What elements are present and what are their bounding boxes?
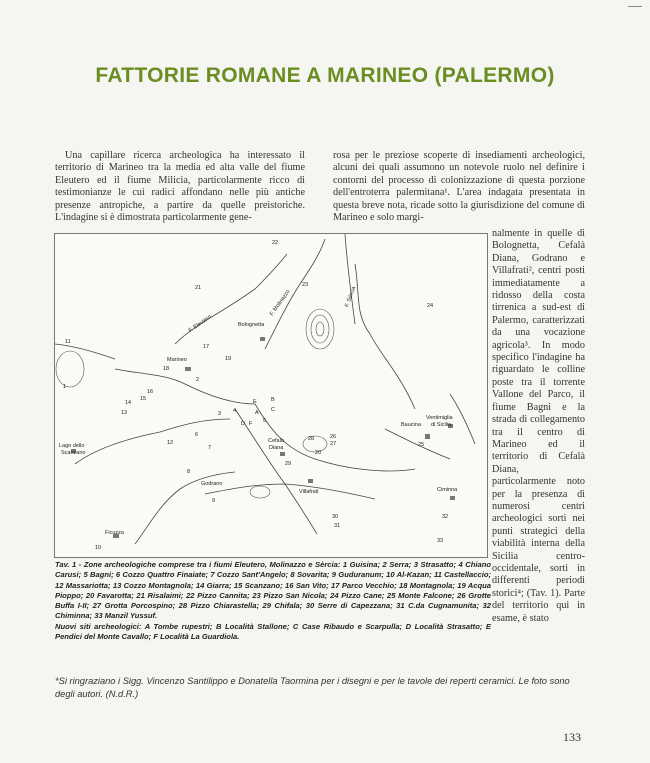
site-letter: E: [253, 399, 257, 405]
site-label: 13: [121, 410, 128, 416]
site-label: 32: [442, 514, 449, 520]
site-label: 8: [187, 469, 191, 475]
site-label: 6: [195, 432, 199, 438]
archaeological-map: [54, 233, 488, 558]
town-label: Godrano: [201, 481, 223, 487]
page-number: 133: [563, 730, 581, 744]
relief-contour: [311, 315, 329, 343]
lake-label: Lago dello: [59, 443, 85, 449]
caption-new-sites: Nuovi siti archeologici: A Tombe rupestri; B Località Stallone; C Case Ribaudo e Scarpulla; D Località Strasatto; E Pendici del Monte Cavallo; F Località La Guardiola.: [55, 621, 491, 642]
river-molinazzo: [265, 239, 325, 349]
site-letter: F: [249, 421, 253, 427]
map-drawing: [55, 234, 487, 557]
town-label: Marineo: [167, 357, 187, 363]
town-symbol: [260, 337, 265, 341]
lake-label: Scanzano: [61, 450, 86, 456]
town-label: Diana: [269, 445, 284, 451]
site-label: 25: [418, 442, 425, 448]
site-label: 4: [233, 408, 237, 414]
caption-sites: Tav. 1 - Zone archeologiche comprese tra i fiumi Eleutero, Molinazzo e Sèrcia: 1 Guisina; 2 Serra; 3 Strasatto; 4 Chiano Carusi; 5 Bagni; 6 Cozzo Quattro Finaiate; 7 Cozzo Sant'Angelo; 8 Sovarita; 9 Guduranum; 10 Al-Kazan; 11 Castellaccio; 12 Massariotta; 13 Cozzo Montagnola; 14 Giarra; 15 Scanzano; 16 San Vito; 17 Parco Vecchio; 18 Montagnola; 19 Acqua Pioppo; 20 Favarotta; 21 Risalaimi; 22 Pizzo Cannita; 23 Pizzo San Nicola; 24 Pizzo Cane; 25 Monte Falcone; 26 Grotte Buffa I-II; 27 Grotta Porcospino; 28 Pizzo Chiarastella; 29 Chifala; 30 Serre di Capezzana; 31 C.da Cugnamunita; 32 Chiminna; 33 Manzil Yussuf.: [55, 560, 491, 621]
page-title: FATTORIE ROMANE A MARINEO (PALERMO): [95, 64, 555, 87]
site-label: 3: [218, 411, 222, 417]
corner-mark: [628, 6, 642, 7]
town-label: Baucina: [401, 422, 421, 428]
site-label: 16: [147, 389, 154, 395]
town-label: Bolognetta: [238, 322, 265, 328]
town-symbol: [185, 367, 191, 371]
river-label: F. Sèrcia: [344, 285, 358, 309]
site-label: 20: [315, 450, 322, 456]
relief-contour: [250, 486, 270, 498]
site-label: 14: [125, 400, 132, 406]
site-label: 23: [302, 282, 309, 288]
site-label: 24: [427, 303, 434, 309]
town-symbol: [308, 479, 313, 483]
river-label: F. Eleutero: [187, 314, 213, 334]
road-4: [235, 409, 317, 534]
site-label: 7: [208, 445, 212, 451]
river-label: F. Molinazzo: [269, 288, 292, 318]
site-label: 19: [225, 356, 232, 362]
site-label: 15: [140, 396, 147, 402]
paragraph: rosa per le preziose scoperte di insediamenti archeologici, alcuni dei quali assumono un notevole ruolo nel definire i contorni del processo di colonizzazione di questa porzione dell'entroterra palermitana¹. L'area indagata presentata in questa breve nota, ricade sotto la giurisdizione del comune di Marineo e solo margi-: [333, 150, 585, 224]
site-label: 29: [285, 461, 292, 467]
site-label: 18: [163, 366, 170, 372]
site-label: 5: [263, 418, 267, 424]
site-label: 17: [203, 344, 210, 350]
site-label: 12: [167, 440, 174, 446]
road-10: [450, 394, 475, 444]
town-label: di Sicilia: [431, 422, 452, 428]
town-label: Ventimiglia: [426, 415, 453, 421]
site-label: 10: [95, 545, 102, 551]
river-sercia: [355, 264, 415, 409]
body-right-column: [333, 150, 585, 224]
road-6: [344, 234, 358, 324]
site-label: 21: [195, 285, 202, 291]
town-symbol: [425, 434, 430, 439]
town-label: Ficuzza: [105, 530, 124, 536]
site-letter: C: [271, 407, 275, 413]
site-label: 2: [196, 377, 200, 383]
body-left-column: [55, 150, 305, 224]
site-letter: D: [241, 421, 245, 427]
road-1: [115, 369, 255, 404]
body-right-narrow-column: [492, 228, 585, 625]
town-label: Villafrati: [299, 489, 319, 495]
site-label: 30: [332, 514, 339, 520]
site-label: 22: [272, 240, 279, 246]
site-label: 26: [330, 434, 337, 440]
relief-contour: [56, 351, 84, 387]
town-label: Ciminna: [437, 487, 458, 493]
site-label: 33: [437, 538, 444, 544]
site-label: 9: [212, 498, 216, 504]
site-letter: B: [271, 397, 275, 403]
town-symbol: [450, 496, 455, 500]
paragraph: Una capillare ricerca archeologica ha interessato il territorio di Marineo tra la media ed alta valle del fiume Eleutero ed il fiume Milicia, particolarmente ricco di testimonianze le cui radici affondano nelle più antiche presenze antropiche, a partire da quelle preistoriche. L'indagine si è dimostrata particolarmente gene-: [55, 150, 305, 224]
road-3: [75, 419, 230, 464]
relief-contour: [316, 322, 324, 336]
road-5: [55, 344, 115, 359]
town-symbol: [280, 452, 285, 456]
site-label: 28: [308, 436, 315, 442]
site-label: 27: [330, 441, 337, 447]
site-letter: A: [255, 410, 259, 416]
town-label: Cefalà: [268, 438, 284, 444]
site-label: 1: [63, 384, 67, 390]
map-caption: [55, 560, 491, 642]
paragraph: nalmente in quelle di Bolognetta, Cefalà Diana, Godrano e Villafrati², centri posti immediatamente a ridosso della costa tirrenica a sud-est di Palermo, caratterizzati da una vocazione agricola³. In modo specifico l'indagine ha riguardato le colline poste tra il torrente Vallone del Parco, il fiume Bagni e la strada di collegamento tra il centro di Marineo ed il territorio di Cefalà Diana, particolarmente noto per la presenza di numerosi centri archeologici sorti nei punti strategici della viabilità interna della Sicilia centro-occidentale, sorti in differenti periodi storici⁴; (Tav. 1). Parte del territorio qui in esame, è stato: [492, 228, 585, 624]
site-label: 31: [334, 523, 341, 529]
footnote: *Si ringraziano i Sigg. Vincenzo Santilippo e Donatella Taormina per i disegni e per le tavole dei reperti ceramici. Le foto sono degli autori. (N.d.R.): [55, 676, 570, 699]
site-label: 11: [65, 339, 71, 345]
